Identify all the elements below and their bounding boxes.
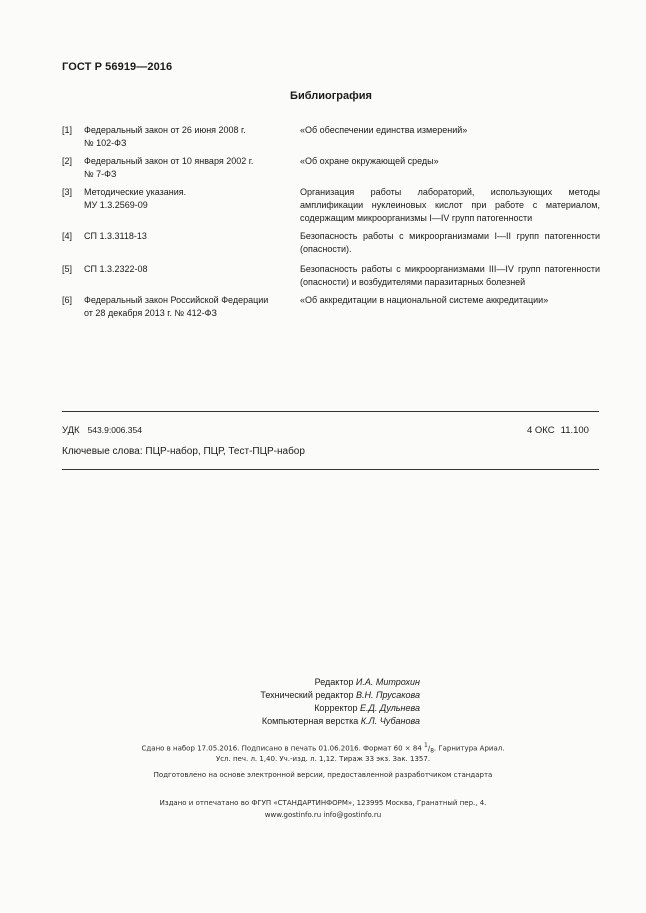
credit-line: Технический редактор В.Н. Прусакова: [260, 690, 420, 700]
entry-number: [5]: [62, 264, 73, 274]
entry-source: СП 1.3.3118-13: [84, 231, 147, 241]
standard-designation: ГОСТ Р 56919—2016: [62, 61, 173, 73]
top-divider: [62, 411, 599, 412]
keywords: Ключевые слова: ПЦР-набор, ПЦР, Тест-ПЦР-набор: [62, 446, 305, 457]
bottom-divider: [62, 469, 599, 470]
credit-line: Корректор Е.Д. Дульнева: [314, 703, 420, 713]
credit-line: Редактор И.А. Митрохин: [314, 677, 420, 687]
imprint-volume: Усл. печ. л. 1,40. Уч.-изд. л. 1,12. Тираж 33 экз. Зак. 1357.: [215, 755, 431, 763]
udk-classification: УДК 543.9:006.354: [62, 425, 142, 436]
credits-block: [160, 676, 420, 728]
entry-source: Федеральный закон Российской Федерации от 28 декабря 2013 г. № 412-ФЗ: [84, 295, 269, 318]
entry-title: Безопасность работы с микроорганизмами III—IV групп патогенности (опасности) и возбудителями паразитарных болезней: [300, 264, 600, 287]
entry-number: [3]: [62, 187, 73, 197]
imprint-website: www.gostinfo.ru info@gostinfo.ru: [264, 811, 382, 819]
bibliography-title: Библиография: [290, 90, 372, 102]
entry-source: СП 1.3.2322-08: [84, 264, 148, 274]
entry-source: Федеральный закон от 26 июня 2008 г. № 102-ФЗ: [84, 125, 246, 148]
imprint-print-details: Сдано в набор 17.05.2016. Подписано в печать 01.06.2016. Формат 60 × 84 $^1/_8$. Гарнитура Ариал.: [141, 742, 505, 755]
entry-number: [2]: [62, 156, 73, 166]
entry-number: [6]: [62, 295, 73, 305]
entry-title: «Об аккредитации в национальной системе аккредитации»: [300, 295, 549, 305]
entry-title: Организация работы лабораторий, использующих методы амплификации нуклеиновых кислот при работе с материалом, содержащим микроорганизмы I—IV групп патогенности: [300, 187, 600, 223]
entry-source: Методические указания. МУ 1.3.2569-09: [84, 187, 187, 210]
oks-classification: 4 ОКС 11.100: [527, 425, 589, 436]
entry-title: «Об обеспечении единства измерений»: [300, 125, 468, 135]
entry-number: [1]: [62, 125, 73, 135]
credit-line: Компьютерная верстка К.Л. Чубанова: [261, 716, 420, 726]
udk-code: 543.9:006.354: [87, 425, 142, 435]
imprint-publisher: Издано и отпечатано во ФГУП «СТАНДАРТИНФОРМ», 123995 Москва, Гранатный пер., 4.: [159, 799, 487, 807]
entry-title: «Об охране окружающей среды»: [300, 156, 439, 166]
entry-number: [4]: [62, 231, 73, 241]
oks-code: 11.100: [560, 425, 589, 436]
entry-title: Безопасность работы с микроорганизмами I—II групп патогенности (опасности).: [300, 231, 600, 254]
imprint-source-note: Подготовлено на основе электронной версии, предоставленной разработчиком стандарта: [153, 771, 493, 779]
entry-source: Федеральный закон от 10 января 2002 г. № 7-ФЗ: [84, 156, 254, 179]
